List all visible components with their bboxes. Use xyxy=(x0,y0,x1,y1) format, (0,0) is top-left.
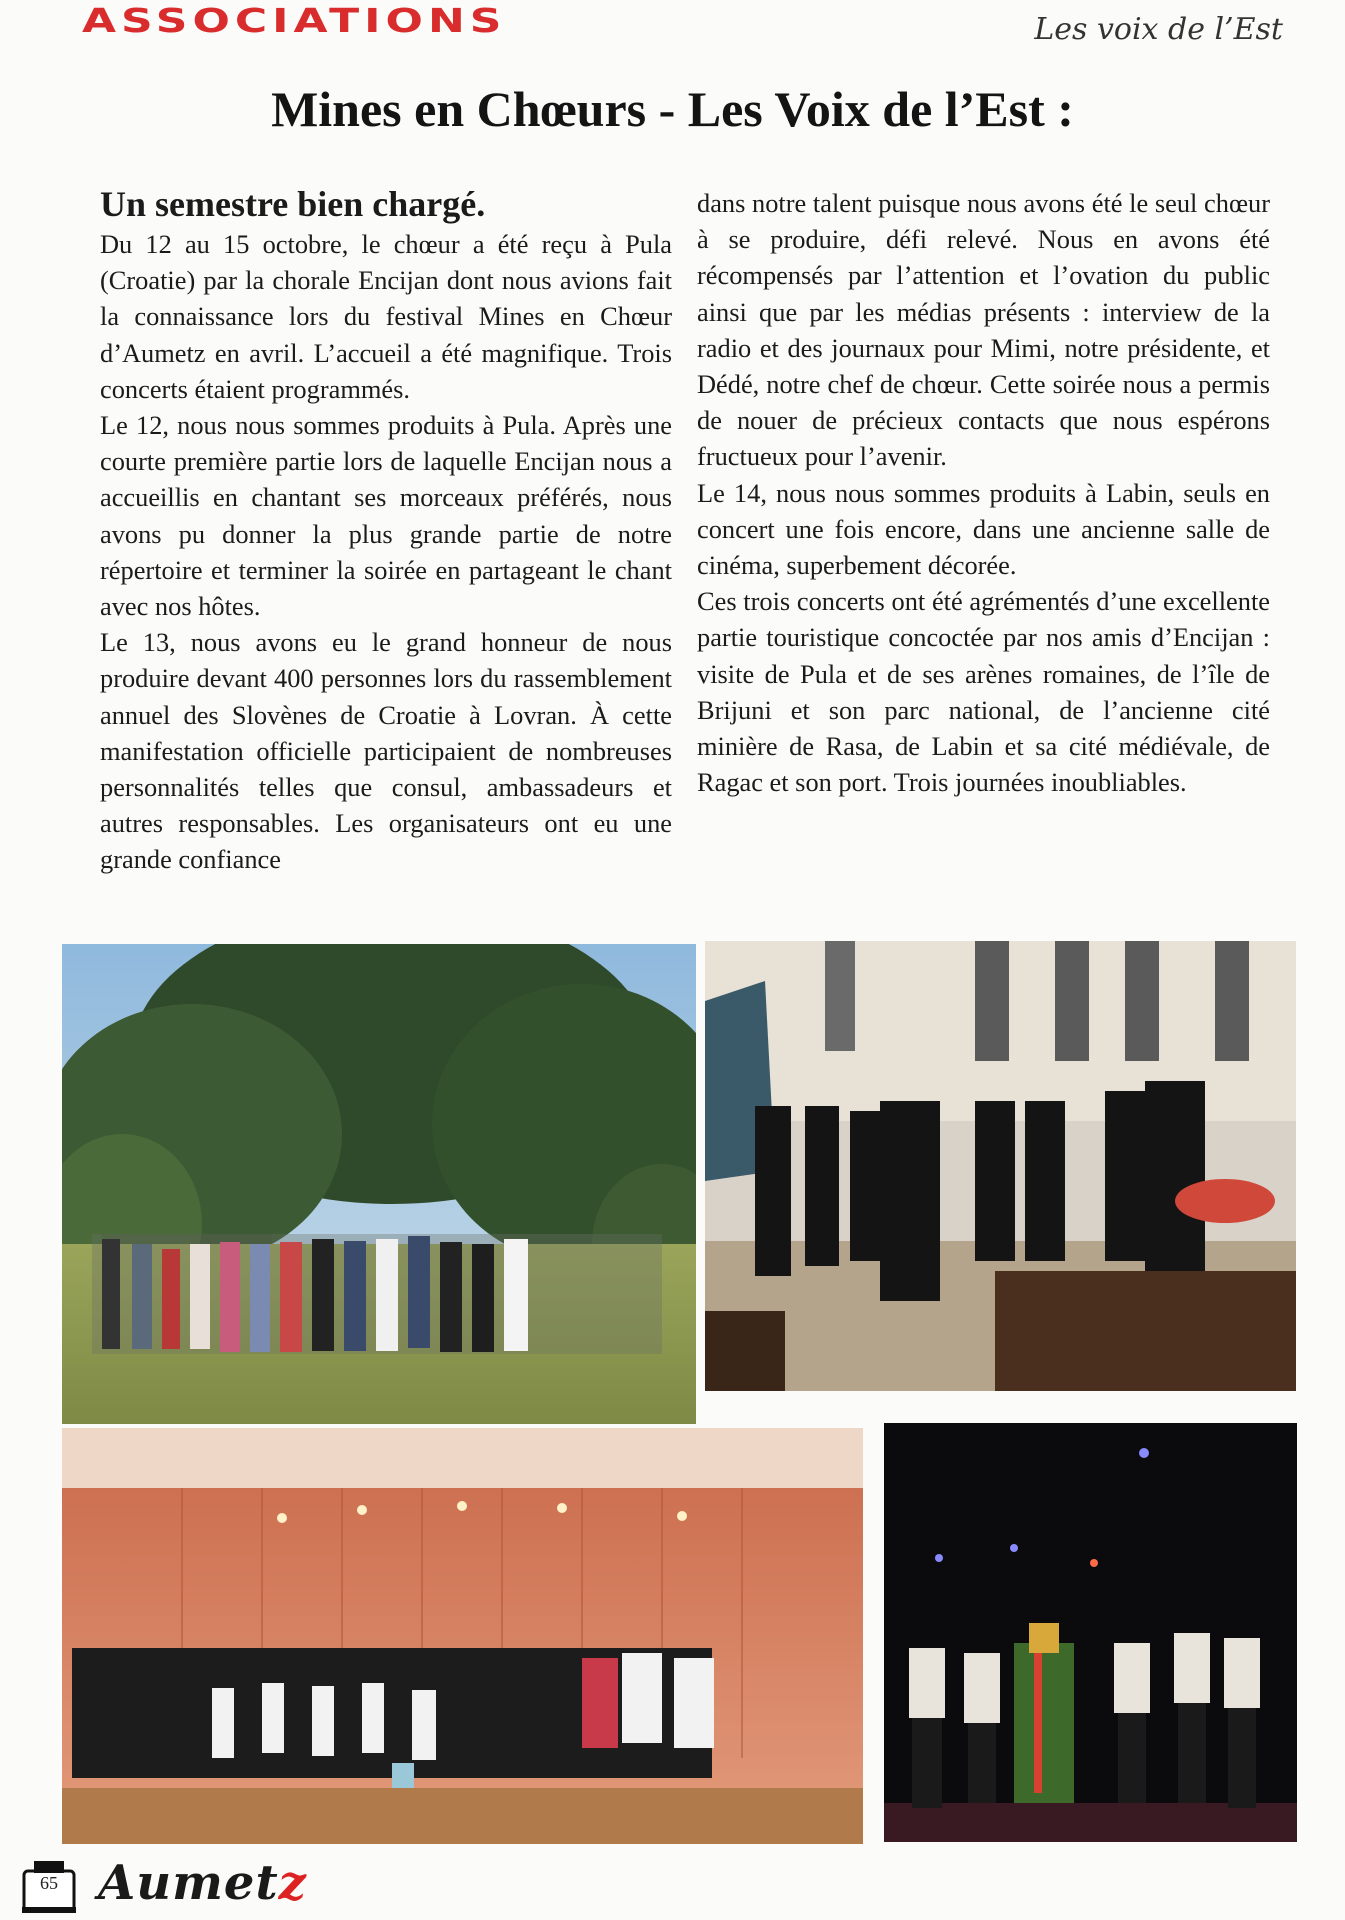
photo-group-outdoors xyxy=(62,944,696,1424)
logo-text: Aumet xyxy=(98,1855,279,1911)
page-footer xyxy=(10,1855,410,1915)
paragraph: Le 13, nous avons eu le grand honneur de nous produire devant 400 personnes lors du rassemblement annuel des Slovènes de Croatie à Lovran. À cette manifestation officielle participaient de nombreuses personnalités telles que consul, ambassadeurs et autres responsables. Les organisateurs ont eu une grande confiance xyxy=(100,627,672,875)
paragraph: dans notre talent puisque nous avons été le seul chœur à se produire, défi relevé. Nous en avons été récompensés par l’attention et l’ovation du public ainsi que par les médias présents : interview de la radio et des journaux pour Mimi, notre présidente, et Dédé, notre chef de chœur. Cette soirée nous a permis de nouer de précieux contacts que nous espérons fructueux pour l’avenir. xyxy=(697,188,1270,472)
logo-accent: z xyxy=(278,1855,307,1911)
paragraph: Le 14, nous nous sommes produits à Labin, seuls en concert une fois encore, dans une ancienne salle de cinéma, superbement décorée. xyxy=(697,477,1270,581)
paragraph: Le 12, nous nous sommes produits à Pula. Après une courte première partie lors de laquelle Encijan nous a accueillis en chantant ses morceaux préférés, nous avons pu donner la plus grande partie de notre répertoire et terminer la soirée en partageant le chant avec nos hôtes. xyxy=(100,410,672,622)
header-tagline: Les voix de l’Est xyxy=(1034,12,1283,47)
photo-performers-stage xyxy=(884,1423,1297,1842)
article-subtitle: Un semestre bien chargé. xyxy=(100,184,486,224)
photo-choir-stage xyxy=(62,1428,863,1844)
photo-choir-church xyxy=(705,941,1296,1391)
publication-logo xyxy=(98,1855,307,1911)
article-column-right xyxy=(697,185,1270,800)
section-header: ASSOCIATIONS xyxy=(82,2,507,41)
paragraph: Du 12 au 15 octobre, le chœur a été reçu à Pula (Croatie) par la chorale Encijan dont nous avions fait la connaissance lors du festival Mines en Chœur d’Aumetz en avril. L’accueil a été magnifique. Trois concerts étaient programmés. xyxy=(100,229,672,404)
article-title: Mines en Chœurs - Les Voix de l’Est : xyxy=(271,81,1074,137)
article-column-left xyxy=(100,183,672,878)
page-number: 65 xyxy=(40,1873,58,1893)
paragraph: Ces trois concerts ont été agrémentés d’une excellente partie touristique concoctée par nos amis d’Encijan : visite de Pula et de ses arènes romaines, de l’île de Brijuni et son parc national, de l’ancienne cité minière de Rasa, de Labin et sa cité médiévale, de Ragac et son port. Trois journées inoubliables. xyxy=(697,586,1270,798)
